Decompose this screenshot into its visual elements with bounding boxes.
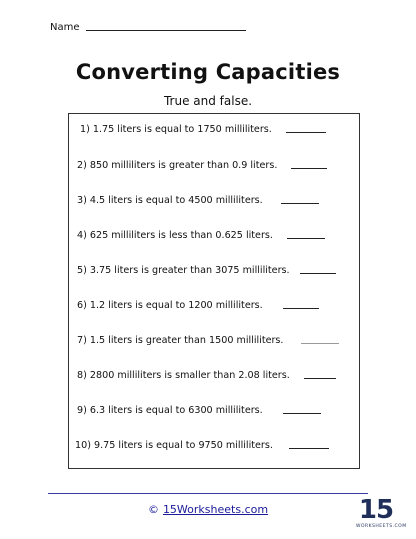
question-row <box>80 124 326 135</box>
question-text: 9) 6.3 liters is equal to 6300 milliliters. <box>77 405 263 416</box>
question-row <box>77 300 319 311</box>
footer-divider <box>48 493 368 494</box>
question-row <box>77 160 327 171</box>
answer-blank[interactable] <box>281 203 319 204</box>
name-label: Name <box>50 22 80 33</box>
question-text: 3) 4.5 liters is equal to 4500 milliliters. <box>77 195 263 206</box>
answer-blank[interactable] <box>291 168 327 169</box>
question-text: 4) 625 milliliters is less than 0.625 liters. <box>77 230 273 241</box>
question-text: 2) 850 milliliters is greater than 0.9 liters. <box>77 160 278 171</box>
questions-box <box>68 113 360 469</box>
answer-blank[interactable] <box>301 343 339 344</box>
question-row <box>77 195 319 206</box>
answer-blank[interactable] <box>300 273 336 274</box>
logo-caption: WORKSHEETS.COM <box>356 524 407 529</box>
answer-blank[interactable] <box>283 308 319 309</box>
logo-number: 15 <box>358 495 394 525</box>
copyright-symbol: © <box>147 503 159 516</box>
site-link[interactable]: 15Worksheets.com <box>162 503 269 516</box>
answer-blank[interactable] <box>286 132 326 133</box>
answer-blank[interactable] <box>283 413 321 414</box>
question-row <box>77 335 339 346</box>
question-text: 1) 1.75 liters is equal to 1750 milliliters. <box>80 124 272 135</box>
question-row <box>77 370 336 381</box>
question-text: 6) 1.2 liters is equal to 1200 milliliters. <box>77 300 263 311</box>
question-row <box>77 405 321 416</box>
answer-blank[interactable] <box>287 238 325 239</box>
question-text: 10) 9.75 liters is equal to 9750 milliliters. <box>75 440 273 451</box>
question-row <box>77 230 325 241</box>
question-text: 7) 1.5 liters is greater than 1500 milliliters. <box>77 335 284 346</box>
name-line[interactable] <box>86 30 246 31</box>
answer-blank[interactable] <box>304 378 336 379</box>
answer-blank[interactable] <box>289 448 329 449</box>
question-text: 8) 2800 milliliters is smaller than 2.08 liters. <box>77 370 290 381</box>
page-subtitle: True and false. <box>163 94 253 108</box>
worksheets-logo <box>356 495 407 536</box>
name-field-row <box>50 22 246 33</box>
question-row <box>75 440 329 451</box>
question-text: 5) 3.75 liters is greater than 3075 milliliters. <box>77 265 290 276</box>
page-title: Converting Capacities <box>75 60 341 84</box>
question-row <box>77 265 336 276</box>
footer-credit[interactable] <box>0 503 416 516</box>
